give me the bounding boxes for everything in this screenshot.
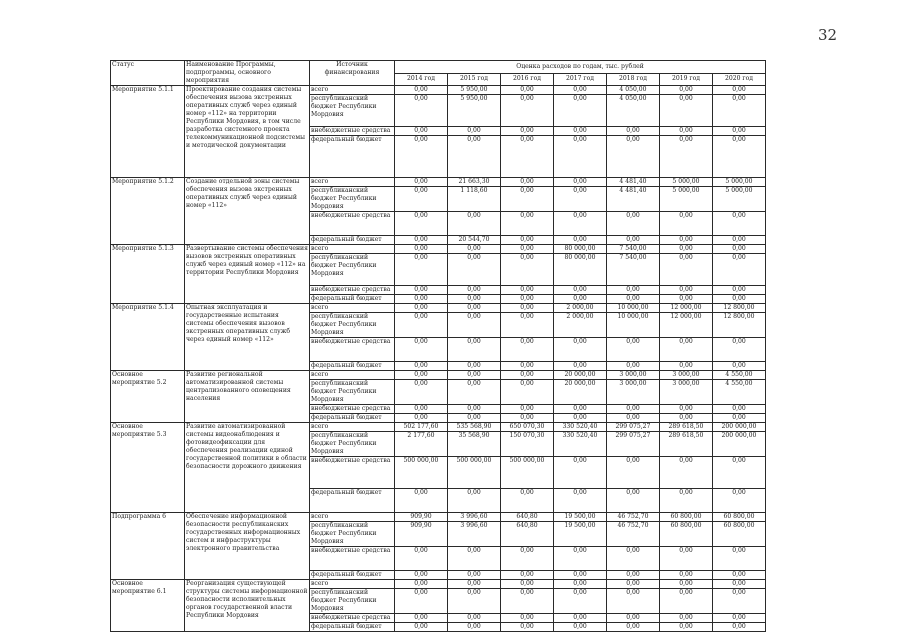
table-row — [111, 513, 766, 522]
funding-source: республиканский бюджет Республики Мордовия — [310, 432, 395, 457]
header-source: Источник финансирования — [310, 61, 395, 86]
funding-source: республиканский бюджет Республики Мордовия — [310, 589, 395, 614]
amount-cell: 12 800,00 — [713, 304, 766, 313]
amount-cell: 0,00 — [501, 86, 554, 95]
amount-cell: 289 618,50 — [660, 423, 713, 432]
row-name: Развитие автоматизированной системы видеонаблюдения и фотовидеофиксации для обеспечения реализации единой государственной политики в области безопасности дорожного движения — [185, 423, 310, 513]
amount-cell: 4 050,00 — [607, 95, 660, 127]
table-header — [111, 61, 766, 86]
amount-cell: 35 568,90 — [448, 432, 501, 457]
amount-cell: 640,80 — [501, 513, 554, 522]
amount-cell: 1 118,60 — [448, 187, 501, 212]
amount-cell: 0,00 — [395, 254, 448, 286]
amount-cell: 3 996,60 — [448, 513, 501, 522]
funding-source: всего — [310, 178, 395, 187]
amount-cell: 0,00 — [660, 212, 713, 236]
amount-cell: 0,00 — [554, 614, 607, 623]
amount-cell: 0,00 — [554, 489, 607, 513]
amount-cell: 0,00 — [395, 380, 448, 405]
amount-cell: 0,00 — [713, 127, 766, 136]
amount-cell: 0,00 — [660, 236, 713, 245]
amount-cell: 0,00 — [554, 95, 607, 127]
amount-cell: 0,00 — [501, 254, 554, 286]
amount-cell: 0,00 — [395, 95, 448, 127]
amount-cell: 80 000,00 — [554, 254, 607, 286]
amount-cell: 0,00 — [660, 86, 713, 95]
amount-cell: 0,00 — [660, 571, 713, 580]
amount-cell: 0,00 — [448, 362, 501, 371]
amount-cell: 909,90 — [395, 513, 448, 522]
funding-source: федеральный бюджет — [310, 571, 395, 580]
amount-cell: 0,00 — [501, 414, 554, 423]
amount-cell: 0,00 — [395, 178, 448, 187]
amount-cell: 0,00 — [660, 95, 713, 127]
amount-cell: 0,00 — [501, 95, 554, 127]
amount-cell: 535 568,90 — [448, 423, 501, 432]
amount-cell: 299 075,27 — [607, 423, 660, 432]
amount-cell: 0,00 — [448, 414, 501, 423]
funding-source: внебюджетные средства — [310, 127, 395, 136]
table-row — [111, 178, 766, 187]
amount-cell: 0,00 — [554, 623, 607, 632]
amount-cell: 0,00 — [713, 489, 766, 513]
header-year: 2019 год — [660, 73, 713, 86]
amount-cell: 0,00 — [448, 313, 501, 338]
amount-cell: 0,00 — [448, 589, 501, 614]
header-year: 2014 год — [395, 73, 448, 86]
funding-source: республиканский бюджет Республики Мордовия — [310, 254, 395, 286]
header-year: 2020 год — [713, 73, 766, 86]
funding-source: федеральный бюджет — [310, 623, 395, 632]
funding-source: республиканский бюджет Республики Мордовия — [310, 95, 395, 127]
row-status: Мероприятие 5.1.2 — [111, 178, 185, 245]
amount-cell: 0,00 — [501, 489, 554, 513]
amount-cell: 0,00 — [660, 405, 713, 414]
header-year: 2015 год — [448, 73, 501, 86]
amount-cell: 0,00 — [554, 414, 607, 423]
amount-cell: 0,00 — [448, 254, 501, 286]
amount-cell: 0,00 — [660, 254, 713, 286]
amount-cell: 0,00 — [713, 405, 766, 414]
row-name: Проектирование создания системы обеспечения вызова экстренных оперативных служб через единый номер «112» на территории Республики Мордовия, в том числе разработка системного проекта телекоммуникационной подсистемы и методической документации — [185, 86, 310, 178]
amount-cell: 500 000,00 — [501, 457, 554, 489]
amount-cell: 0,00 — [448, 614, 501, 623]
amount-cell: 0,00 — [607, 571, 660, 580]
amount-cell: 0,00 — [448, 136, 501, 178]
amount-cell: 0,00 — [395, 127, 448, 136]
funding-source: всего — [310, 513, 395, 522]
amount-cell: 0,00 — [501, 178, 554, 187]
amount-cell: 0,00 — [448, 127, 501, 136]
amount-cell: 0,00 — [660, 580, 713, 589]
row-status: Подпрограмма 6 — [111, 513, 185, 580]
table-row — [111, 371, 766, 380]
amount-cell: 0,00 — [607, 362, 660, 371]
amount-cell: 0,00 — [395, 286, 448, 295]
row-status: Основное мероприятие 6.1 — [111, 580, 185, 632]
amount-cell: 0,00 — [395, 304, 448, 313]
amount-cell: 0,00 — [660, 245, 713, 254]
row-name: Обеспечение информационной безопасности республиканских государственных информационных систем и инфраструктуры электронного правительства — [185, 513, 310, 580]
amount-cell: 0,00 — [501, 187, 554, 212]
amount-cell: 0,00 — [554, 295, 607, 304]
amount-cell: 3 000,00 — [607, 380, 660, 405]
amount-cell: 0,00 — [660, 623, 713, 632]
header-status: Статус — [111, 61, 185, 86]
amount-cell: 0,00 — [395, 414, 448, 423]
amount-cell: 0,00 — [554, 136, 607, 178]
funding-source: республиканский бюджет Республики Мордовия — [310, 380, 395, 405]
amount-cell: 0,00 — [607, 338, 660, 362]
funding-source: федеральный бюджет — [310, 489, 395, 513]
amount-cell: 0,00 — [607, 136, 660, 178]
amount-cell: 0,00 — [501, 380, 554, 405]
amount-cell: 46 752,70 — [607, 522, 660, 547]
row-status: Основное мероприятие 5.3 — [111, 423, 185, 513]
row-name: Реорганизация существующей структуры системы информационной безопасности исполнительных органов государственной власти Республики Мордовия — [185, 580, 310, 632]
amount-cell: 0,00 — [395, 313, 448, 338]
amount-cell: 19 500,00 — [554, 513, 607, 522]
amount-cell: 60 800,00 — [713, 522, 766, 547]
amount-cell: 299 075,27 — [607, 432, 660, 457]
funding-source: внебюджетные средства — [310, 212, 395, 236]
amount-cell: 0,00 — [395, 187, 448, 212]
header-year: 2018 год — [607, 73, 660, 86]
amount-cell: 7 540,00 — [607, 254, 660, 286]
amount-cell: 0,00 — [501, 127, 554, 136]
amount-cell: 5 000,00 — [713, 187, 766, 212]
funding-source: всего — [310, 423, 395, 432]
amount-cell: 0,00 — [713, 623, 766, 632]
amount-cell: 0,00 — [713, 286, 766, 295]
table-row — [111, 86, 766, 95]
amount-cell: 0,00 — [395, 614, 448, 623]
amount-cell: 500 000,00 — [395, 457, 448, 489]
amount-cell: 0,00 — [713, 95, 766, 127]
funding-source: внебюджетные средства — [310, 457, 395, 489]
amount-cell: 0,00 — [607, 489, 660, 513]
table-row — [111, 423, 766, 432]
amount-cell: 0,00 — [448, 571, 501, 580]
amount-cell: 0,00 — [660, 414, 713, 423]
amount-cell: 0,00 — [660, 614, 713, 623]
amount-cell: 60 800,00 — [660, 522, 713, 547]
amount-cell: 0,00 — [448, 304, 501, 313]
funding-source: всего — [310, 245, 395, 254]
amount-cell: 0,00 — [395, 371, 448, 380]
header-name: Наименование Программы, подпрограммы, основного мероприятия — [185, 61, 310, 86]
amount-cell: 80 000,00 — [554, 245, 607, 254]
amount-cell: 650 070,30 — [501, 423, 554, 432]
funding-source: республиканский бюджет Республики Мордовия — [310, 522, 395, 547]
row-name: Создание отдельной зоны системы обеспечения вызова экстренных оперативных служб через единый номер «112» — [185, 178, 310, 245]
amount-cell: 19 500,00 — [554, 522, 607, 547]
amount-cell: 12 000,00 — [660, 304, 713, 313]
amount-cell: 0,00 — [448, 380, 501, 405]
funding-source: республиканский бюджет Республики Мордовия — [310, 313, 395, 338]
amount-cell: 0,00 — [554, 86, 607, 95]
amount-cell: 0,00 — [501, 371, 554, 380]
amount-cell: 0,00 — [395, 580, 448, 589]
amount-cell: 0,00 — [448, 371, 501, 380]
amount-cell: 0,00 — [660, 136, 713, 178]
amount-cell: 640,80 — [501, 522, 554, 547]
amount-cell: 0,00 — [501, 136, 554, 178]
amount-cell: 0,00 — [395, 295, 448, 304]
amount-cell: 0,00 — [607, 236, 660, 245]
amount-cell: 0,00 — [448, 295, 501, 304]
amount-cell: 500 000,00 — [448, 457, 501, 489]
row-status: Основное мероприятие 5.2 — [111, 371, 185, 423]
amount-cell: 5 950,00 — [448, 95, 501, 127]
funding-source: федеральный бюджет — [310, 295, 395, 304]
amount-cell: 0,00 — [395, 489, 448, 513]
funding-source: федеральный бюджет — [310, 414, 395, 423]
amount-cell: 20 000,00 — [554, 371, 607, 380]
amount-cell: 150 070,30 — [501, 432, 554, 457]
amount-cell: 0,00 — [554, 362, 607, 371]
amount-cell: 60 800,00 — [713, 513, 766, 522]
amount-cell: 0,00 — [501, 245, 554, 254]
amount-cell: 10 000,00 — [607, 313, 660, 338]
amount-cell: 0,00 — [448, 245, 501, 254]
amount-cell: 0,00 — [554, 236, 607, 245]
amount-cell: 0,00 — [501, 580, 554, 589]
amount-cell: 5 950,00 — [448, 86, 501, 95]
amount-cell: 0,00 — [448, 547, 501, 571]
amount-cell: 0,00 — [713, 547, 766, 571]
funding-source: внебюджетные средства — [310, 547, 395, 571]
amount-cell: 0,00 — [395, 623, 448, 632]
amount-cell: 0,00 — [713, 254, 766, 286]
amount-cell: 0,00 — [607, 286, 660, 295]
amount-cell: 21 663,30 — [448, 178, 501, 187]
amount-cell: 20 544,70 — [448, 236, 501, 245]
amount-cell: 0,00 — [554, 580, 607, 589]
amount-cell: 0,00 — [395, 362, 448, 371]
header-year: 2017 год — [554, 73, 607, 86]
amount-cell: 0,00 — [501, 313, 554, 338]
amount-cell: 0,00 — [607, 589, 660, 614]
amount-cell: 0,00 — [395, 571, 448, 580]
amount-cell: 4 550,00 — [713, 380, 766, 405]
funding-source: внебюджетные средства — [310, 286, 395, 295]
header-year: 2016 год — [501, 73, 554, 86]
table-row — [111, 580, 766, 589]
table-row — [111, 304, 766, 313]
amount-cell: 0,00 — [607, 547, 660, 571]
amount-cell: 0,00 — [501, 236, 554, 245]
amount-cell: 0,00 — [448, 338, 501, 362]
amount-cell: 0,00 — [448, 286, 501, 295]
row-name: Опытная эксплуатация и государственные испытания системы обеспечения вызовов экстренных оперативных служб через единый номер «112» — [185, 304, 310, 371]
amount-cell: 0,00 — [501, 338, 554, 362]
row-name: Развертывание системы обеспечения вызовов экстренных оперативных служб через единый номер «112» на территории Республики Мордовия — [185, 245, 310, 304]
amount-cell: 0,00 — [448, 489, 501, 513]
amount-cell: 330 520,40 — [554, 432, 607, 457]
amount-cell: 12 000,00 — [660, 313, 713, 338]
table-row — [111, 245, 766, 254]
amount-cell: 0,00 — [660, 362, 713, 371]
amount-cell: 0,00 — [713, 245, 766, 254]
amount-cell: 0,00 — [448, 405, 501, 414]
amount-cell: 0,00 — [395, 212, 448, 236]
page-number: 32 — [818, 26, 838, 44]
amount-cell: 0,00 — [554, 589, 607, 614]
amount-cell: 0,00 — [713, 414, 766, 423]
amount-cell: 20 000,00 — [554, 380, 607, 405]
amount-cell: 0,00 — [713, 362, 766, 371]
amount-cell: 0,00 — [713, 136, 766, 178]
amount-cell: 0,00 — [395, 245, 448, 254]
amount-cell: 0,00 — [660, 589, 713, 614]
amount-cell: 4 050,00 — [607, 86, 660, 95]
amount-cell: 0,00 — [501, 405, 554, 414]
amount-cell: 0,00 — [713, 580, 766, 589]
amount-cell: 3 996,60 — [448, 522, 501, 547]
amount-cell: 0,00 — [660, 489, 713, 513]
amount-cell: 5 000,00 — [660, 187, 713, 212]
amount-cell: 0,00 — [501, 623, 554, 632]
amount-cell: 0,00 — [660, 127, 713, 136]
amount-cell: 0,00 — [607, 212, 660, 236]
amount-cell: 0,00 — [554, 338, 607, 362]
amount-cell: 4 481,40 — [607, 178, 660, 187]
amount-cell: 0,00 — [713, 212, 766, 236]
amount-cell: 0,00 — [607, 580, 660, 589]
amount-cell: 200 000,00 — [713, 423, 766, 432]
amount-cell: 0,00 — [607, 295, 660, 304]
funding-source: внебюджетные средства — [310, 614, 395, 623]
amount-cell: 0,00 — [713, 589, 766, 614]
amount-cell: 502 177,60 — [395, 423, 448, 432]
amount-cell: 0,00 — [660, 286, 713, 295]
header-estimate: Оценка расходов по годам, тыс. рублей — [395, 61, 766, 74]
budget-table — [110, 60, 766, 632]
amount-cell: 0,00 — [554, 127, 607, 136]
row-status: Мероприятие 5.1.4 — [111, 304, 185, 371]
amount-cell: 0,00 — [501, 362, 554, 371]
amount-cell: 0,00 — [448, 580, 501, 589]
amount-cell: 3 000,00 — [607, 371, 660, 380]
amount-cell: 0,00 — [607, 405, 660, 414]
amount-cell: 0,00 — [501, 589, 554, 614]
amount-cell: 2 000,00 — [554, 304, 607, 313]
funding-source: федеральный бюджет — [310, 136, 395, 178]
row-status: Мероприятие 5.1.1 — [111, 86, 185, 178]
amount-cell: 0,00 — [713, 86, 766, 95]
amount-cell: 0,00 — [395, 547, 448, 571]
amount-cell: 0,00 — [607, 623, 660, 632]
amount-cell: 7 540,00 — [607, 245, 660, 254]
amount-cell: 4 481,40 — [607, 187, 660, 212]
amount-cell: 0,00 — [660, 547, 713, 571]
funding-source: внебюджетные средства — [310, 338, 395, 362]
amount-cell: 289 618,50 — [660, 432, 713, 457]
amount-cell: 909,90 — [395, 522, 448, 547]
amount-cell: 2 177,60 — [395, 432, 448, 457]
amount-cell: 0,00 — [660, 457, 713, 489]
funding-source: всего — [310, 580, 395, 589]
funding-source: федеральный бюджет — [310, 362, 395, 371]
amount-cell: 0,00 — [554, 571, 607, 580]
amount-cell: 0,00 — [660, 295, 713, 304]
table-body — [111, 86, 766, 632]
amount-cell: 0,00 — [448, 623, 501, 632]
amount-cell: 2 000,00 — [554, 313, 607, 338]
amount-cell: 60 800,00 — [660, 513, 713, 522]
amount-cell: 0,00 — [713, 236, 766, 245]
amount-cell: 0,00 — [607, 457, 660, 489]
amount-cell: 46 752,70 — [607, 513, 660, 522]
amount-cell: 0,00 — [395, 236, 448, 245]
amount-cell: 0,00 — [607, 414, 660, 423]
amount-cell: 0,00 — [554, 212, 607, 236]
amount-cell: 0,00 — [501, 547, 554, 571]
row-status: Мероприятие 5.1.3 — [111, 245, 185, 304]
amount-cell: 0,00 — [501, 304, 554, 313]
funding-source: всего — [310, 86, 395, 95]
amount-cell: 330 520,40 — [554, 423, 607, 432]
amount-cell: 0,00 — [448, 212, 501, 236]
funding-source: республиканский бюджет Республики Мордовия — [310, 187, 395, 212]
amount-cell: 0,00 — [660, 338, 713, 362]
amount-cell: 0,00 — [395, 405, 448, 414]
funding-source: внебюджетные средства — [310, 405, 395, 414]
amount-cell: 0,00 — [713, 614, 766, 623]
amount-cell: 0,00 — [607, 127, 660, 136]
amount-cell: 12 800,00 — [713, 313, 766, 338]
amount-cell: 3 000,00 — [660, 371, 713, 380]
amount-cell: 0,00 — [554, 547, 607, 571]
amount-cell: 0,00 — [713, 457, 766, 489]
amount-cell: 10 000,00 — [607, 304, 660, 313]
amount-cell: 0,00 — [554, 187, 607, 212]
amount-cell: 200 000,00 — [713, 432, 766, 457]
amount-cell: 0,00 — [501, 614, 554, 623]
amount-cell: 0,00 — [395, 589, 448, 614]
amount-cell: 0,00 — [501, 286, 554, 295]
funding-source: федеральный бюджет — [310, 236, 395, 245]
amount-cell: 0,00 — [554, 286, 607, 295]
amount-cell: 0,00 — [501, 571, 554, 580]
amount-cell: 0,00 — [554, 178, 607, 187]
amount-cell: 0,00 — [554, 457, 607, 489]
amount-cell: 0,00 — [713, 338, 766, 362]
amount-cell: 5 000,00 — [660, 178, 713, 187]
amount-cell: 0,00 — [554, 405, 607, 414]
amount-cell: 5 000,00 — [713, 178, 766, 187]
amount-cell: 0,00 — [395, 338, 448, 362]
funding-source: всего — [310, 304, 395, 313]
amount-cell: 0,00 — [713, 571, 766, 580]
amount-cell: 0,00 — [501, 212, 554, 236]
funding-source: всего — [310, 371, 395, 380]
amount-cell: 0,00 — [395, 136, 448, 178]
amount-cell: 4 550,00 — [713, 371, 766, 380]
amount-cell: 0,00 — [713, 295, 766, 304]
amount-cell: 0,00 — [501, 295, 554, 304]
row-name: Развитие региональной автоматизированной системы централизованного оповещения населения — [185, 371, 310, 423]
amount-cell: 0,00 — [395, 86, 448, 95]
amount-cell: 0,00 — [607, 614, 660, 623]
amount-cell: 3 000,00 — [660, 380, 713, 405]
